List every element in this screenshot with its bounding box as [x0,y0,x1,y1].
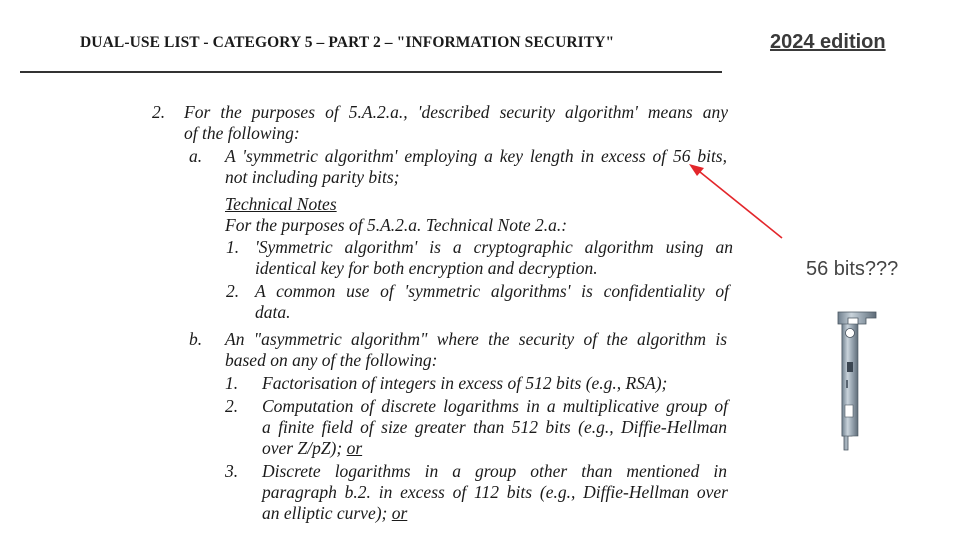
clause-a-line-1: A 'symmetric algorithm' employing a key length in excess of 56 bits, [225,146,727,166]
annotation-text: 56 bits??? [806,258,899,280]
b-item-2-line-1: Computation of discrete logarithms in a multiplicative group of [262,396,728,416]
b-item-1-marker: 1. [225,373,239,393]
b-item-3-marker: 3. [225,461,239,481]
note-2-line-1: A common use of 'symmetric algorithms' is confidentiality of [255,281,729,301]
b-item-2-line-3-text: over Z/pZ); [262,438,343,458]
arrow-line [700,172,782,238]
clause-b-line-2: based on any of the following: [225,350,438,370]
document-header-title: DUAL-USE LIST - CATEGORY 5 – PART 2 – "INFORMATION SECURITY" [80,34,615,51]
b-item-3-line-3-text: an elliptic curve); [262,503,388,523]
b-item-2-line-2: a finite field of size greater than 512 bits (e.g., Diffie-Hellman [262,417,727,437]
metal-pci-bracket-icon [836,310,880,452]
technical-notes-intro: For the purposes of 5.A.2.a. Technical Note 2.a.: [225,215,568,235]
technical-notes-heading: Technical Notes [225,194,337,214]
note-1-marker: 1. [226,237,240,257]
clause-b-line-1: An "asymmetric algorithm" where the security of the algorithm is [225,329,727,349]
item-number: 2. [152,102,166,122]
b-item-3-conjunction: or [391,503,408,523]
clause-b-marker: b. [189,329,203,349]
clause-a-marker: a. [189,146,203,166]
b-item-2-marker: 2. [225,396,239,416]
b-item-3-line-1: Discrete logarithms in a group other than mentioned in [262,461,727,481]
note-1-line-2: identical key for both encryption and decryption. [255,258,598,278]
b-item-3-line-2: paragraph b.2. in excess of 112 bits (e.g., Diffie-Hellman over [262,482,728,502]
note-2-line-2: data. [255,302,291,322]
intro-line-2: of the following: [184,123,300,143]
note-2-marker: 2. [226,281,240,301]
b-item-2-conjunction: or [346,438,363,458]
edition-label: 2024 edition [770,31,886,53]
intro-line-1: For the purposes of 5.A.2.a., 'described security algorithm' means any [184,102,728,122]
b-item-1-line-1: Factorisation of integers in excess of 512 bits (e.g., RSA); [262,373,668,393]
note-1-line-1: 'Symmetric algorithm' is a cryptographic algorithm using an [255,237,733,257]
clause-a-line-2: not including parity bits; [225,167,400,187]
